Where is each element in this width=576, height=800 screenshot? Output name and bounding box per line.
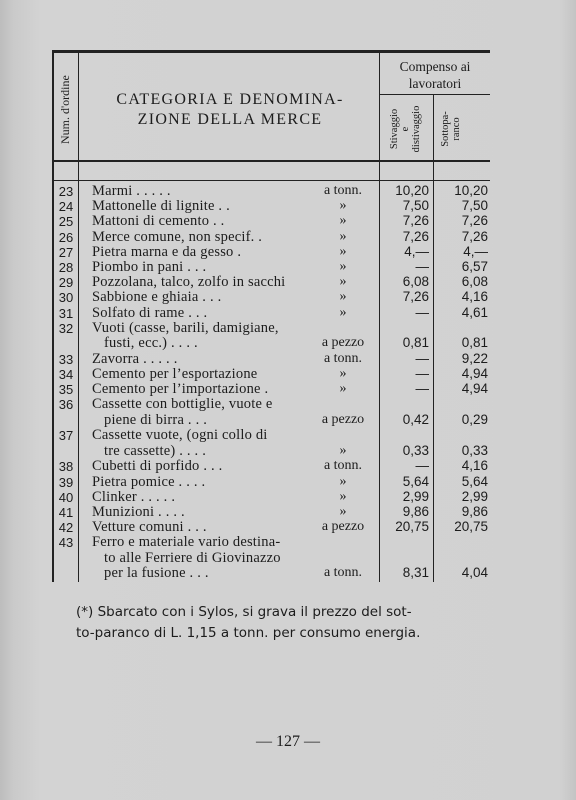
row-sottoparanco-value: 7,26: [461, 228, 488, 244]
row-description-line: Cassette vuote, (ogni collo di: [92, 427, 268, 444]
col-order-header: Num. d'ordine: [58, 75, 72, 144]
row-sottoparanco-value: 4,—: [463, 243, 488, 259]
row-unit: a tonn.: [323, 350, 363, 366]
row-number: 41: [58, 505, 74, 520]
row-stivaggio-value: 8,31: [402, 564, 429, 580]
row-number: 30: [58, 290, 74, 306]
row-stivaggio-value: 20,75: [395, 519, 429, 535]
row-unit: »: [339, 504, 347, 519]
row-sottoparanco-value: 6,08: [461, 274, 488, 290]
row-description-line: Zavorra . . . . .: [92, 350, 178, 367]
row-number: 42: [58, 520, 74, 536]
row-sottoparanco-value: 6,57: [461, 259, 488, 274]
row-stivaggio-value: —: [415, 458, 429, 474]
row-number: 38: [58, 459, 74, 475]
row-description-line: Mattoni di cemento . .: [92, 213, 225, 230]
category-header-line1: CATEGORIA E DENOMINA-: [116, 91, 344, 108]
row-sottoparanco-value: 4,61: [461, 304, 488, 320]
sottoparanco-line2: ranco: [451, 117, 462, 141]
row-sottoparanco-value: 4,04: [461, 564, 488, 580]
row-number: 37: [58, 428, 74, 444]
row-description-line: piene di birra . . .: [104, 411, 208, 428]
row-unit: »: [339, 259, 347, 274]
page-number: — 127 —: [256, 733, 320, 750]
row-unit: »: [339, 304, 347, 320]
row-stivaggio-value: 5,64: [402, 473, 429, 489]
row-unit: »: [339, 213, 347, 229]
sottoparanco-line1: Sottopa-: [440, 111, 451, 147]
row-sottoparanco-value: 0,29: [461, 411, 488, 427]
row-description-line: fusti, ecc.) . . . .: [104, 335, 198, 351]
compenso-line2: lavoratori: [408, 76, 462, 91]
row-unit: a pezzo: [321, 519, 365, 535]
row-stivaggio-value: 0,42: [402, 411, 429, 427]
row-stivaggio-value: 7,26: [402, 289, 429, 305]
header-bottom-rule: [52, 160, 490, 162]
stivaggio-header: [389, 103, 422, 155]
row-description-line: Munizioni . . . .: [92, 504, 185, 520]
row-stivaggio-value: —: [415, 304, 429, 320]
row-description-line: to alle Ferriere di Giovinazzo: [104, 549, 281, 566]
header-gap-rule: [52, 180, 490, 181]
row-sottoparanco-value: 2,99: [461, 488, 488, 504]
row-sottoparanco-value: 4,16: [461, 289, 488, 305]
row-number: 32: [58, 320, 74, 336]
row-sottoparanco-value: 20,75: [454, 519, 488, 535]
row-description-line: Cubetti di porfido . . .: [92, 458, 223, 475]
row-number: 43: [58, 535, 74, 551]
row-sottoparanco-value: 4,94: [461, 381, 488, 397]
row-number: 33: [58, 351, 74, 367]
stivaggio-line1: Stivaggio: [389, 108, 400, 150]
row-number: 28: [58, 260, 74, 275]
row-unit: »: [339, 198, 347, 214]
row-description-line: Pozzolana, talco, zolfo in sacchi: [92, 274, 286, 291]
row-description-line: Merce comune, non specif. .: [92, 228, 263, 245]
row-unit: a tonn.: [323, 183, 363, 198]
row-stivaggio-value: 4,—: [404, 243, 429, 259]
row-unit: »: [339, 442, 347, 458]
row-stivaggio-value: 9,86: [402, 504, 429, 519]
row-sottoparanco-value: 9,22: [461, 350, 488, 366]
row-description-line: Mattonelle di lignite . .: [92, 198, 230, 215]
row-description-line: Clinker . . . . .: [92, 488, 176, 505]
row-stivaggio-value: 0,81: [402, 335, 429, 350]
row-description-line: Pietra marna e da gesso .: [92, 243, 242, 260]
row-unit: »: [339, 228, 347, 244]
row-description-line: Vetture comuni . . .: [92, 519, 207, 536]
row-sottoparanco-value: 0,33: [461, 442, 488, 458]
row-description-line: Ferro e materiale vario destina-: [92, 534, 281, 551]
row-description-line: tre cassette) . . . .: [104, 442, 207, 459]
row-description-line: Marmi . . . . .: [92, 183, 171, 199]
footnote-line1: (*) Sbarcato con i Sylos, si grava il prezzo del sot-: [76, 604, 412, 620]
row-unit: »: [339, 381, 347, 397]
row-description-line: Solfato di rame . . .: [92, 304, 208, 321]
row-unit: a pezzo: [321, 411, 365, 427]
row-number: 26: [58, 229, 74, 245]
row-sottoparanco-value: 7,26: [461, 213, 488, 229]
row-sottoparanco-value: 4,16: [461, 458, 488, 474]
row-sottoparanco-value: 5,64: [461, 473, 488, 489]
row-number: 31: [58, 305, 74, 321]
row-number: 34: [58, 367, 74, 382]
row-number: 40: [58, 489, 74, 505]
row-sottoparanco-value: 0,81: [461, 335, 488, 350]
compenso-rule: [379, 94, 490, 95]
row-unit: a tonn.: [323, 564, 363, 580]
left-rule: [52, 52, 54, 582]
stivaggio-line3: distivaggio: [411, 105, 422, 153]
row-description-line: Cassette con bottiglie, vuote e: [92, 396, 273, 413]
compenso-left-rule: [379, 52, 380, 582]
row-stivaggio-value: 7,50: [402, 198, 429, 214]
row-number: 29: [58, 275, 74, 291]
row-sottoparanco-value: 9,86: [461, 504, 488, 519]
stivaggio-line2: e: [400, 126, 411, 132]
row-stivaggio-value: 0,33: [402, 442, 429, 458]
num-col-rule: [78, 52, 79, 582]
row-stivaggio-value: 10,20: [395, 183, 429, 198]
row-unit: »: [339, 274, 347, 290]
row-sottoparanco-value: 4,94: [461, 366, 488, 381]
row-number: 24: [58, 199, 74, 215]
row-stivaggio-value: 6,08: [402, 274, 429, 290]
row-unit: »: [339, 289, 347, 305]
row-number: 35: [58, 382, 74, 398]
row-unit: »: [339, 366, 347, 381]
category-header-line2: ZIONE DELLA MERCE: [137, 111, 323, 128]
row-stivaggio-value: 7,26: [402, 228, 429, 244]
row-number: 39: [58, 474, 74, 490]
table-top-rule: [52, 50, 490, 53]
row-description-line: Cemento per l’esportazione: [92, 366, 258, 382]
row-stivaggio-value: 7,26: [402, 213, 429, 229]
row-number: 25: [58, 214, 74, 230]
row-sottoparanco-value: 10,20: [454, 183, 488, 198]
category-header: [90, 90, 370, 130]
row-number: 36: [58, 397, 74, 413]
row-number: 27: [58, 244, 74, 260]
row-description-line: Pietra pomice . . . .: [92, 473, 206, 490]
compenso-line1: Compenso ai: [399, 59, 471, 74]
sottoparanco-header: [440, 103, 462, 155]
row-unit: a tonn.: [323, 458, 363, 474]
row-unit: »: [339, 473, 347, 489]
row-unit: »: [339, 243, 347, 259]
row-stivaggio-value: —: [415, 350, 429, 366]
row-stivaggio-value: 2,99: [402, 488, 429, 504]
row-unit: a pezzo: [321, 335, 365, 350]
row-unit: »: [339, 488, 347, 504]
row-sottoparanco-value: 7,50: [461, 198, 488, 214]
footnote: [76, 602, 476, 644]
row-stivaggio-value: —: [415, 381, 429, 397]
row-description-line: Sabbione e ghiaia . . .: [92, 289, 222, 306]
row-description-line: Cemento per l’importazione .: [92, 381, 269, 398]
row-number: 23: [58, 184, 74, 199]
row-description-line: Piombo in pani . . .: [92, 259, 207, 275]
footnote-line2: to-paranco di L. 1,15 a tonn. per consumo energia.: [76, 625, 421, 641]
row-description-line: Vuoti (casse, barili, damigiane,: [92, 319, 279, 336]
row-description-line: per la fusione . . .: [104, 564, 209, 581]
compenso-header: [380, 58, 490, 92]
row-stivaggio-value: —: [415, 366, 429, 381]
row-stivaggio-value: —: [415, 259, 429, 274]
